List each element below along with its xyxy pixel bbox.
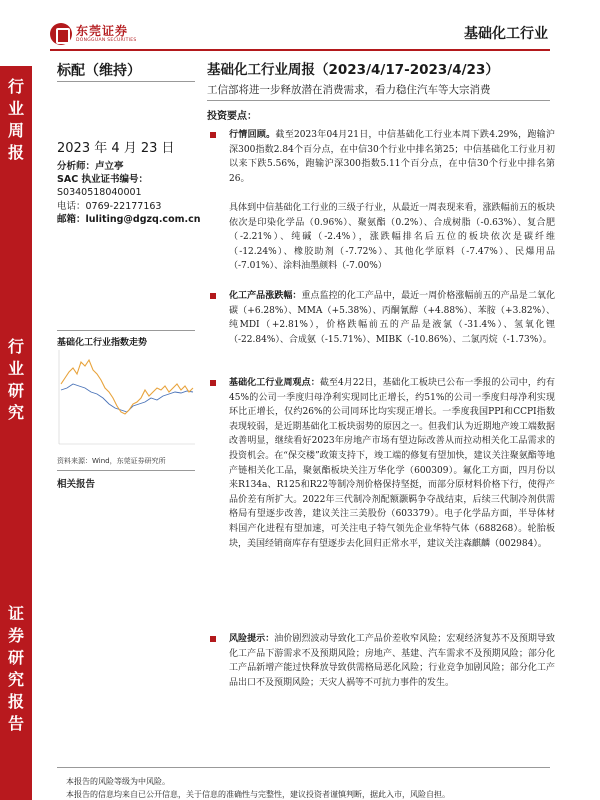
paragraph-text: 重点监控的化工产品中，最近一周价格涨幅前五的产品是二氧化碳（+6.28%）、MMA（+5.38%）、丙酮氰醇（+4.88%）、苯胺（+3.82%）、纯MDI（+2.81%），价格跌幅前五的产品是液氯（-31.4%）、氢氧化锂（-22.84%）、合成氨（-15.71%）、MIBK（-10.86%）、二氯丙烷（-1.73%）。: [229, 291, 555, 345]
paragraph-lead: 化工产品涨跌幅：: [229, 291, 302, 301]
paragraph-lead: 风险提示：: [229, 634, 275, 644]
logo-name-cn: 东莞证券: [76, 23, 129, 38]
sidebar-label-weekly: 行 业 周 报: [7, 77, 24, 162]
rating-label: 标配（维持）: [57, 63, 141, 79]
paragraph-text: 截至2023年04月21日，中信基础化工行业本周下跌4.29%，跑输沪深300指数2.84个百分点，在中信30个行业中排名第25；中信基础化工行业月初以来下跌5.56%，跑输沪深300指数5.11个百分点，在中信30个行业中排名第26。: [229, 130, 555, 184]
paragraph-lead: 基础化工行业周观点：: [229, 378, 320, 388]
paragraph-text: 截至4月22日，基础化工板块已公布一季报的公司中，约有45%的公司一季度归母净利实现同比正增长，约51%的公司一季度归母净利实现环比正增长，仅约26%的公司同环比均实现正增长。一季度我国PPI和CCPI指数表现较弱，是近期基础化工板块弱势的原因之一。但我们认为近期地产竣工端数据改善明显，继续看好2023年房地产市场有望边际改善从而拉动相关化工品需求的投资机会。在“保交楼”政策支持下，竣工端的修复有望加快，建议关注聚氨酯等地产链相关化工品，聚氨酯板块关注万华化学（600309）。氟化工方面，四月份以来R134a、R125和R22等制冷剂价格保持坚挺，而部分原材料价格下行，使得产品价差有所扩大。2022年三代制冷剂配额灏羁争夺战结束，后续三代制冷剂供需格局有望逐步改善，建议关注三美股份（603379）。电子化学品方面，半导体材料国产化进程有望加速，可关注电子特气领先企业华特气体（688268）。轮胎板块，美国经销商库存有望逐步去化回归正常水平，建议关注森麒麟（002984）。: [229, 378, 555, 549]
rating-divider: [57, 81, 195, 82]
footer-risk-level: 本报告的风险等级为中风险。: [66, 777, 170, 786]
chart-top-divider: [57, 330, 195, 331]
logo-name-en: DONGGUAN SECURITIES: [76, 37, 137, 43]
paragraph-text: 具体到中信基础化工行业的三级子行业，从最近一周表现来看，涨跌幅前五的板块依次是印染化学品（0.96%）、聚氨酯（0.2%）、合成树脂（-0.63%）、复合肥（-2.21%）、纯碱（-2.4%），涨跌幅排名后五位的板块依次是碳纤维（-12.24%）、橡胶助剂（-7.72%）、其他化学原料（-7.47%）、民爆用品（-7.01%）、涂料油墨颜料（-7.00%）: [229, 203, 555, 272]
index-chart-title: 基础化工行业指数走势: [57, 338, 148, 348]
paragraph-weekly-view: [229, 376, 555, 551]
related-divider: [57, 470, 195, 471]
paragraph-risk-warning: [229, 632, 555, 690]
index-trend-svg: [57, 348, 197, 448]
report-date: 2023 年 4 月 23 日: [57, 141, 175, 156]
analyst-line: SAC 执业证书编号：: [57, 174, 148, 186]
title-divider: [207, 100, 550, 101]
company-logo: [50, 22, 137, 46]
footer-source-note: 本报告的信息均来自已公开信息，关于信息的准确性与完整性，建议投资者谨慎判断，据此入市，风险自担。: [66, 790, 450, 799]
category-sidebar: [0, 66, 32, 800]
header-divider: [50, 49, 550, 51]
sidebar-label-research: 行 业 研 究: [7, 337, 24, 422]
analyst-line: 分析师：卢立亭: [57, 161, 124, 172]
paragraph-market-review: [229, 128, 555, 186]
sidebar-label-securities-report: 证 券 研 究 报 告: [7, 604, 24, 733]
paragraph-text: 油价剧烈波动导致化工产品价差收窄风险；宏观经济复苏不及预期导致化工产品下游需求不及预期风险；房地产、基建、汽车需求不及预期风险；部分化工产品新增产能过快释放导致供需格局恶化风险；行业竞争加剧风险；部分化工产品出口不及预期风险；天灾人祸等不可抗力事件的发生。: [229, 634, 555, 688]
logo-emblem-icon: [50, 23, 72, 45]
report-title: 基础化工行业周报（2023/4/17-2023/4/23）: [207, 62, 499, 78]
analyst-line[interactable]: 邮箱：luliting@dgzq.com.cn: [57, 213, 201, 225]
paragraph-lead: 行情回顾。: [229, 130, 276, 140]
investment-points-heading: 投资要点：: [207, 111, 257, 122]
analyst-line: S0340518040001: [57, 187, 142, 199]
analyst-line: 电话：0769-22177163: [57, 200, 162, 212]
industry-label: 基础化工行业: [464, 26, 548, 42]
index-trend-chart: [57, 348, 197, 448]
chart-source-note: 资料来源：Wind，东莞证券研究所: [57, 457, 166, 465]
paragraph-product-prices: [229, 289, 555, 347]
footer-divider: [57, 767, 550, 768]
footer-disclaimer: [66, 775, 450, 800]
report-subtitle: 工信部将进一步释放潜在消费需求，看力稳住汽车等大宗消费: [207, 84, 491, 96]
analyst-info: [57, 160, 201, 226]
related-reports-heading: 相关报告: [57, 479, 96, 490]
page-header: [0, 0, 600, 56]
paragraph-sub-industry: [229, 201, 555, 274]
